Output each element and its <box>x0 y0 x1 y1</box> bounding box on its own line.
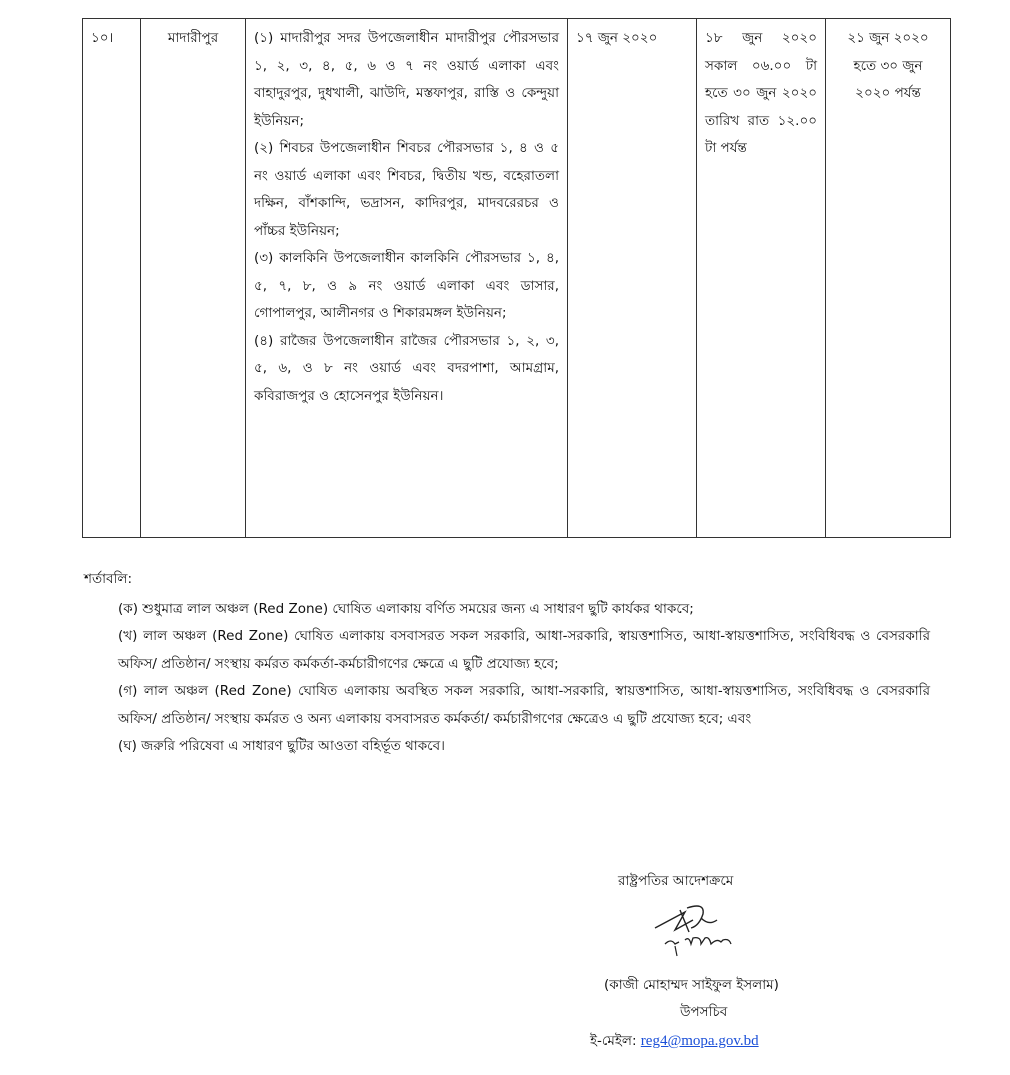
conditions-section <box>84 566 964 761</box>
condition-item: (খ) লাল অঞ্চল (Red Zone) ঘোষিত এলাকায় বসবাসরত সকল সরকারি, আধা-সরকারি, স্বায়ত্তশাসিত, আধা-স্বায়ত্তশাসিত, সংবিধিবদ্ধ ও বেসরকারি অফিস/ প্রতিষ্ঠান/ সংস্থায় কর্মরত কর্মকর্তা-কর্মচারীগণের ক্ষেত্রে এ ছুটি প্রযোজ্য হবে; <box>118 628 930 672</box>
email-link[interactable]: reg4@mopa.gov.bd <box>640 1033 759 1049</box>
handwritten-signature-icon <box>645 900 765 960</box>
conditions-title: শর্তাবলি: <box>84 571 133 587</box>
red-zone-table <box>82 18 951 538</box>
effective-period-cell: ১৮ জুন ২০২০ সকাল ০৬.০০ টা হতে ৩০ জুন ২০২০ তারিখ রাত ১২.০০ টা পর্যন্ত <box>697 19 826 538</box>
district-cell: মাদারীপুর <box>141 19 246 538</box>
area-item-2: (২) শিবচর উপজেলাধীন শিবচর পৌরসভার ১, ৪ ও ৫ নং ওয়ার্ড এলাকা এবং শিবচর, দ্বিতীয় খন্ড, বহেরাতলা দক্ষিন, বাঁশকান্দি, ভদ্রাসন, কাদিরপুর, মাদবরেরচর ও পাঁচ্চর ইউনিয়ন; <box>254 140 559 239</box>
area-item-3: (৩) কালকিনি উপজেলাধীন কালকিনি পৌরসভার ১, ৪, ৫, ৭, ৮, ও ৯ নং ওয়ার্ড এলাকা এবং ডাসার, গোপালপুর, আলীনগর ও শিকারমঙ্গল ইউনিয়ন; <box>254 250 559 321</box>
email-label: ই-মেইল: <box>590 1033 637 1049</box>
holiday-period-cell: ২১ জুন ২০২০ হতে ৩০ জুন ২০২০ পর্যন্ত <box>826 19 951 538</box>
area-item-4: (৪) রাজৈর উপজেলাধীন রাজৈর পৌরসভার ১, ২, ৩, ৫, ৬, ও ৮ নং ওয়ার্ড এবং বদরপাশা, আমগ্রাম, কবিরাজপুর ও হোসেনপুর ইউনিয়ন। <box>254 332 559 404</box>
serial-cell: ১০। <box>83 19 141 538</box>
table-row <box>83 19 951 538</box>
email-line <box>590 1030 759 1053</box>
condition-item: (ঘ) জরুরি পরিষেবা এ সাধারণ ছুটির আওতা বহির্ভূত থাকবে। <box>118 738 445 754</box>
officer-name: (কাজী মোহাম্মদ সাইফুল ইসলাম) <box>604 977 779 993</box>
condition-item: (ক) শুধুমাত্র লাল অঞ্চল (Red Zone) ঘোষিত এলাকায় বর্ণিত সময়ের জন্য এ সাধারণ ছুটি কার্যকর থাকবে; <box>118 600 694 617</box>
officer-designation: উপসচিব <box>680 1004 728 1020</box>
area-item-1: (১) মাদারীপুর সদর উপজেলাধীন মাদারীপুর পৌরসভার ১, ২, ৩, ৪, ৫, ৬ ও ৭ নং ওয়ার্ড এলাকা এবং বাহাদুরপুর, দুধখালী, ঝাউদি, মস্তফাপুর, রাস্তি ও কেন্দুয়া ইউনিয়ন; <box>254 30 559 129</box>
condition-item: (গ) লাল অঞ্চল (Red Zone) ঘোষিত এলাকায় অবস্থিত সকল সরকারি, আধা-সরকারি, স্বায়ত্তশাসিত, আধা-স্বায়ত্তশাসিত, সংবিধিবদ্ধ ও বেসরকারি অফিস/ প্রতিষ্ঠান/ সংস্থায় কর্মরত ও অন্য এলাকায় বসবাসরত কর্মকর্তা/ কর্মচারীগণের ক্ষেত্রেও এ ছুটি প্রযোজ্য হবে; এবং <box>118 683 930 727</box>
notice-date-cell: ১৭ জুন ২০২০ <box>568 19 697 538</box>
order-line: রাষ্ট্রপতির আদেশক্রমে <box>618 873 734 889</box>
area-cell <box>246 19 568 538</box>
